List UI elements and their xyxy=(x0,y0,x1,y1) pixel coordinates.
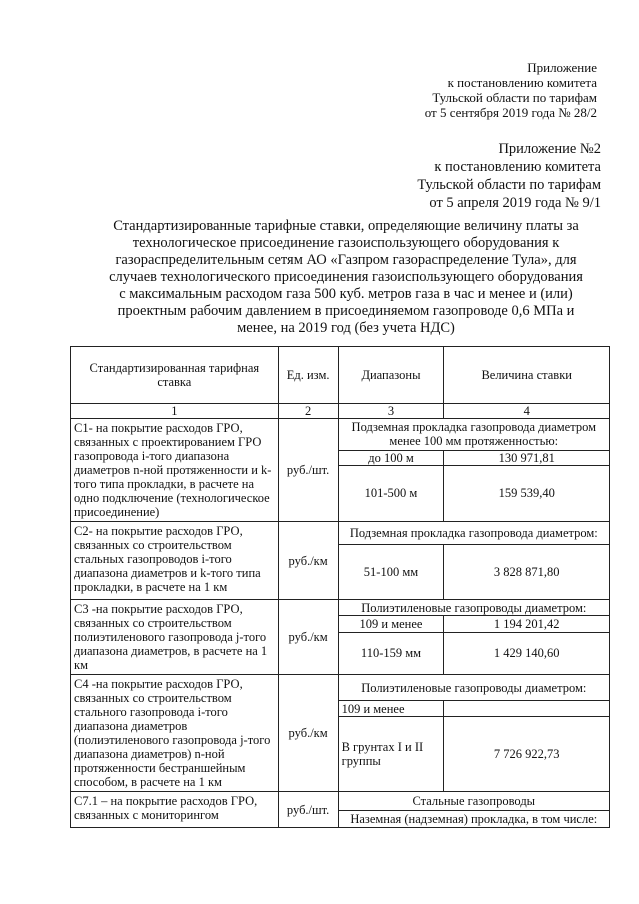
title-line: газораспределительным сетям АО «Газпром газораспределение Тула», для xyxy=(115,252,577,268)
value-cell xyxy=(444,701,610,717)
section-subheader: Полиэтиленовые газопроводы диаметром: xyxy=(338,675,609,701)
section-subheader: Подземная прокладка газопровода диаметром: xyxy=(338,522,609,545)
range-cell: В грунтах I и II группы xyxy=(338,717,444,792)
value-cell: 1 429 140,60 xyxy=(444,632,610,674)
table-row xyxy=(71,792,610,811)
tariff-table xyxy=(70,346,610,828)
rate-name-c2: С2- на покрытие расходов ГРО, связанных со строительством стальных газопроводов i-того диапазона диаметров и k-того типа прокладки, в расчете на 1 км xyxy=(71,522,279,600)
header-line: от 5 апреля 2019 года № 9/1 xyxy=(429,195,601,211)
header-line: Приложение xyxy=(527,60,597,75)
title-line: Стандартизированные тарифные ставки, определяющие величину платы за xyxy=(113,218,579,234)
header-line: Тульской области по тарифам xyxy=(417,177,601,193)
section-subheader: Полиэтиленовые газопроводы диаметром: xyxy=(338,600,609,616)
table-header-row xyxy=(71,347,610,404)
table-row xyxy=(71,600,610,616)
section-subheader: Стальные газопроводы xyxy=(338,792,609,811)
column-header: Стандартизированная тарифная ставка xyxy=(71,347,279,404)
value-cell: 3 828 871,80 xyxy=(444,545,610,600)
range-cell: 109 и менее xyxy=(338,616,444,632)
title-line: с максимальным расходом газа 500 куб. метров газа в час и менее и (или) xyxy=(119,286,573,302)
column-header: Ед. изм. xyxy=(278,347,338,404)
value-cell: 1 194 201,42 xyxy=(444,616,610,632)
column-number-row xyxy=(71,404,610,419)
title-line: случаев технологического присоединения газоиспользующего оборудования xyxy=(109,269,583,285)
column-header: Диапазоны xyxy=(338,347,444,404)
unit-cell: руб./км xyxy=(278,600,338,675)
column-number: 1 xyxy=(71,404,279,419)
header-line: Приложение №2 xyxy=(498,141,601,157)
header-line: к постановлению комитета xyxy=(447,75,597,90)
value-cell: 130 971,81 xyxy=(444,450,610,465)
value-cell: 7 726 922,73 xyxy=(444,717,610,792)
unit-cell: руб./шт. xyxy=(278,419,338,522)
appendix-header-original xyxy=(321,140,601,212)
rate-name-c3: С3 -на покрытие расходов ГРО, связанных со строительством полиэтиленового газопровода j-того диапазона диаметров, в расчете на 1 км xyxy=(71,600,279,675)
table-row xyxy=(71,522,610,545)
title-line: менее, на 2019 год (без учета НДС) xyxy=(237,320,455,336)
section-subheader: Подземная прокладка газопровода диаметром менее 100 мм протяженностью: xyxy=(338,419,609,451)
range-cell: 109 и менее xyxy=(338,701,444,717)
range-cell: 110-159 мм xyxy=(338,632,444,674)
range-cell: 101-500 м xyxy=(338,465,444,521)
header-line: к постановлению комитета xyxy=(434,159,601,175)
table-row xyxy=(71,419,610,451)
table-row xyxy=(71,675,610,701)
header-line: от 5 сентября 2019 года № 28/2 xyxy=(424,105,597,120)
document-title xyxy=(86,218,606,337)
column-number: 3 xyxy=(338,404,444,419)
title-line: технологическое присоединение газоиспользующего оборудования к xyxy=(132,235,560,251)
column-number: 2 xyxy=(278,404,338,419)
section-subheader: Наземная (надземная) прокладка, в том числе: xyxy=(338,811,609,828)
rate-name-c1: С1- на покрытие расходов ГРО, связанных с проектированием ГРО газопровода i-того диапазона диаметров n-ной протяженности и k-того типа прокладки, в расчете на одно подключение (технологическое присоединение) xyxy=(71,419,279,522)
column-header: Величина ставки xyxy=(444,347,610,404)
value-cell: 159 539,40 xyxy=(444,465,610,521)
range-cell: до 100 м xyxy=(338,450,444,465)
column-number: 4 xyxy=(444,404,610,419)
rate-name-c4: С4 -на покрытие расходов ГРО, связанных со строительством стального газопровода i-того диапазона диаметров (полиэтиленового газопровода j-того диапазона диаметров) n-ной протяженности бестраншейным способом, в расчете на 1 км xyxy=(71,675,279,792)
header-line: Тульской области по тарифам xyxy=(432,90,597,105)
range-cell: 51-100 мм xyxy=(338,545,444,600)
unit-cell: руб./шт. xyxy=(278,792,338,828)
rate-name-c71: С7.1 – на покрытие расходов ГРО, связанных с мониторингом xyxy=(71,792,279,828)
appendix-header-current xyxy=(337,60,597,120)
unit-cell: руб./км xyxy=(278,522,338,600)
unit-cell: руб./км xyxy=(278,675,338,792)
title-line: проектным рабочим давлением в присоединяемом газопроводе 0,6 МПа и xyxy=(117,303,575,319)
